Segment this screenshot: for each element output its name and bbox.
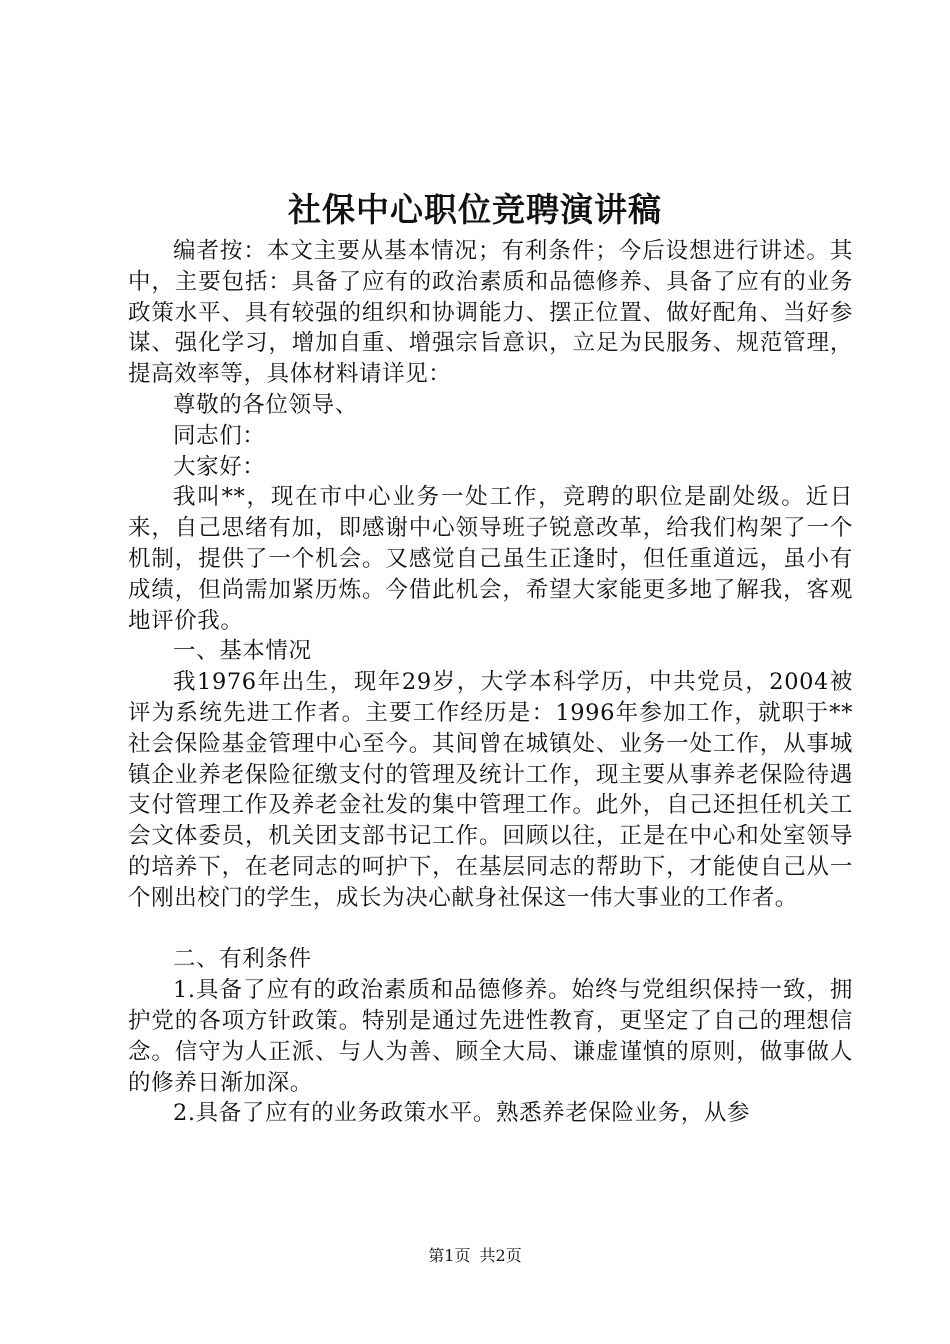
section-heading-advantages: 二、有利条件: [173, 946, 312, 973]
page-total: 共2页: [479, 1246, 522, 1265]
basic-info-paragraph: 我1976年出生，现年29岁，大学本科学历，中共党员，2004被评为系统先进工作者。主要工作经历是：1996年参加工作，就职于**社会保险基金管理中心至今。其间曾在城镇处、业务一处工作，从事城镇企业养老保险征缴支付的管理及统计工作，现主要从事养老保险待遇支付管理工作及养老金社发的集中管理工作。此外，自己还担任机关工会文体委员，机关团支部书记工作。回顾以往，正是在中心和处室领导的培养下，在老同志的呵护下，在基层同志的帮助下，才能使自己从一个刚出校门的学生，成长为决心献身社保这一伟大事业的工作者。: [128, 669, 853, 911]
document-body: [128, 236, 853, 1129]
page-footer: [0, 1246, 950, 1266]
salutation-comrades: 同志们：: [173, 422, 266, 449]
editor-note-paragraph: 编者按：本文主要从基本情况；有利条件；今后设想进行讲述。其中，主要包括：具备了应有的政治素质和品德修养、具备了应有的业务政策水平、具有较强的组织和协调能力、摆正位置、做好配角、当好参谋、强化学习，增加自重、增强宗旨意识，立足为民服务、规范管理，提高效率等，具体材料请详见：: [128, 238, 853, 388]
intro-paragraph: 我叫**，现在市中心业务一处工作，竞聘的职位是副处级。近日来，自己思绪有加，即感谢中心领导班子锐意改革，给我们构架了一个机制，提供了一个机会。又感觉自己虽生正逢时，但任重道远，虽小有成绩，但尚需加紧历炼。今借此机会，希望大家能更多地了解我，客观地评价我。: [128, 484, 853, 634]
section-heading-basic-info: 一、基本情况: [173, 638, 312, 665]
page-number: 第1页: [428, 1246, 471, 1265]
greeting: 大家好：: [173, 453, 266, 480]
advantage-item-2: 2.具备了应有的业务政策水平。熟悉养老保险业务，从参: [173, 1100, 751, 1127]
advantage-item-1: 1.具备了应有的政治素质和品德修养。始终与党组织保持一致，拥护党的各项方针政策。特别是通过先进性教育，更坚定了自己的理想信念。信守为人正派、与人为善、顾全大局、谦虚谨慎的原则，做事做人的修养日渐加深。: [128, 977, 853, 1096]
document-title: 社保中心职位竞聘演讲稿: [288, 190, 662, 229]
salutation-leaders: 尊敬的各位领导、: [173, 391, 358, 418]
